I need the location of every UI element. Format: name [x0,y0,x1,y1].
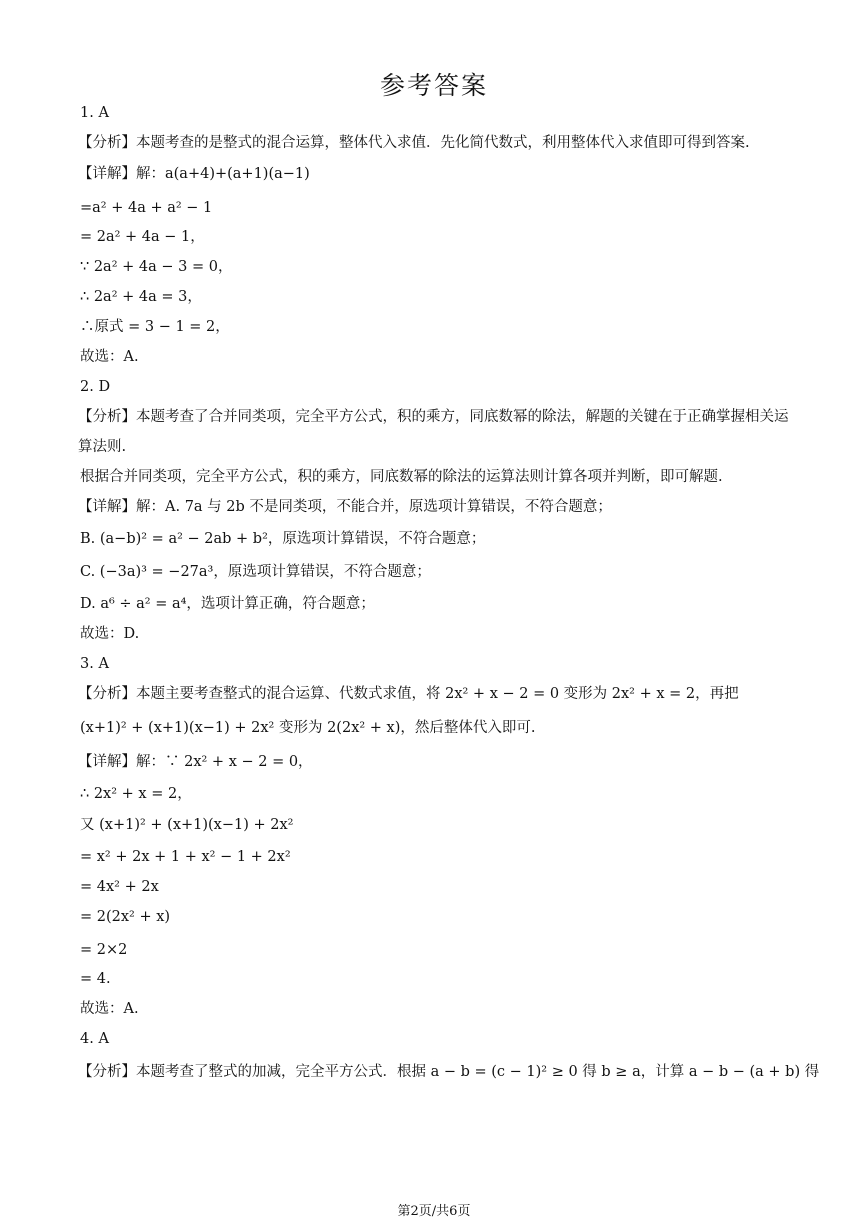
solution-2-d: D. a⁶ ÷ a² = a⁴，选项计算正确，符合题意； [80,596,375,612]
solution-1-step: ∴原式 = 3 − 1 = 2， [80,319,230,335]
solution-3-start: 【详解】解：∵ 2x² + x − 2 = 0， [78,754,313,770]
choice-1: 故选：A. [80,349,139,365]
solution-3-step: 又 (x+1)² + (x+1)(x−1) + 2x² [80,817,294,833]
analysis-2: 【分析】本题考查了合并同类项，完全平方公式，积的乘方，同底数幂的除法，解题的关键在于正确掌握相关运算法则. [78,409,789,455]
page-title: 参考答案 [379,71,488,100]
analysis-3: 【分析】本题主要考查整式的混合运算、代数式求值，将 2x² + x − 2 = 0 变形为 2x² + x = 2，再把 [78,686,739,702]
solution-2-c: C. (−3a)³ = −27a³，原选项计算错误，不符合题意； [80,564,431,580]
answer-2-header: 2. D [80,379,111,395]
answer-4-header: 4. A [80,1031,109,1047]
solution-3-step: ∴ 2x² + x = 2， [80,786,192,802]
page-footer: 第2页/共6页 [397,1204,471,1219]
solution-1-start: 【详解】解：a(a+4)+(a+1)(a−1) [78,166,310,182]
solution-2-a: 【详解】解：A. 7a 与 2b 不是同类项，不能合并，原选项计算错误，不符合题意； [78,499,612,515]
solution-3-step: = 4. [80,971,111,987]
solution-1-step: ∴ 2a² + 4a = 3， [80,289,202,305]
choice-2: 故选：D. [80,626,140,642]
solution-2-b: B. (a−b)² = a² − 2ab + b²，原选项计算错误，不符合题意； [80,531,486,547]
solution-3-step: = 2(2x² + x) [80,909,171,925]
analysis-3-cont: (x+1)² + (x+1)(x−1) + 2x² 变形为 2(2x² + x)，然后整体代入即可. [80,720,536,736]
analysis-2-detail: 根据合并同类项，完全平方公式，积的乘方，同底数幂的除法的运算法则计算各项并判断，即可解题. [80,469,723,485]
solution-3-step: = 2×2 [80,942,128,958]
solution-1-step: =a² + 4a + a² − 1 [80,200,213,216]
answer-1-header: 1. A [80,105,109,121]
analysis-1: 【分析】本题考查的是整式的混合运算，整体代入求值．先化简代数式，利用整体代入求值即可得到答案. [78,135,750,151]
analysis-4: 【分析】本题考查了整式的加减，完全平方公式．根据 a − b = (c − 1)² ≥ 0 得 b ≥ a，计算 a − b − (a + b) 得 [78,1064,820,1080]
solution-3-step: = 4x² + 2x [80,879,159,895]
answer-3-header: 3. A [80,656,109,672]
choice-3: 故选：A. [80,1001,139,1017]
solution-1-step: = 2a² + 4a − 1， [80,229,205,245]
solution-3-step: = x² + 2x + 1 + x² − 1 + 2x² [80,849,291,865]
solution-1-step: ∵ 2a² + 4a − 3 = 0， [80,259,233,275]
